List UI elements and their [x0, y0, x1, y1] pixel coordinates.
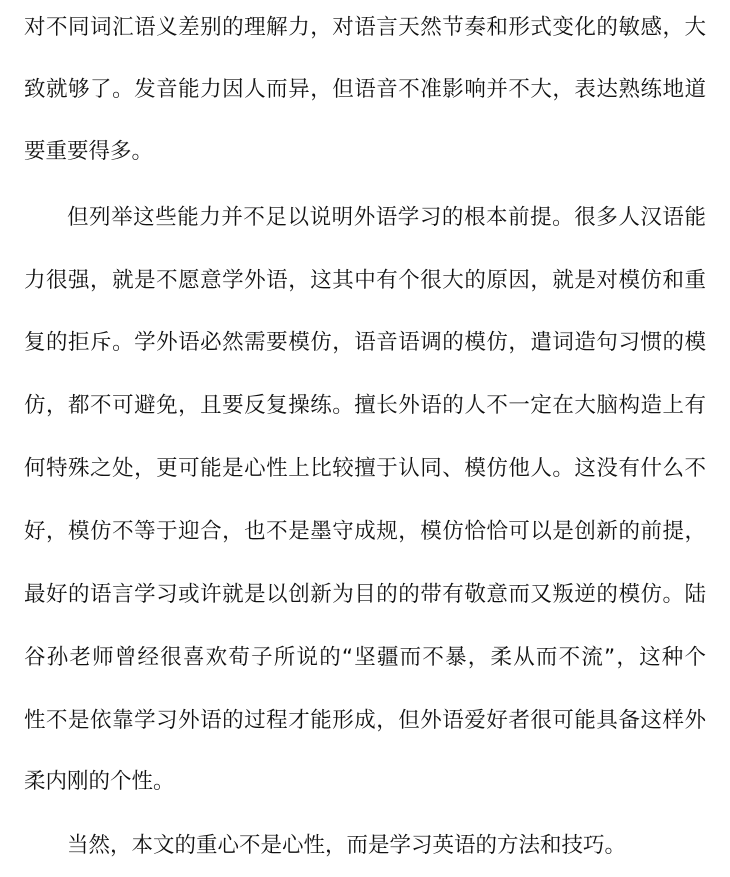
text-line: 何特殊之处，更可能是心性上比较擅于认同、模仿他人。这没有什么不 [24, 456, 706, 481]
text-line: 要重要得多。 [24, 139, 154, 164]
text-line: 性不是依靠学习外语的过程才能形成，但外语爱好者很可能具备这样外 [24, 708, 706, 733]
paragraph-first-line: 但列举这些能力并不足以说明外语学习的根本前提。很多人汉语能 [67, 205, 706, 230]
text-line: 最好的语言学习或许就是以创新为目的的带有敬意而又叛逆的模仿。陆 [24, 582, 706, 607]
text-line: 谷孙老师曾经很喜欢荀子所说的“坚疆而不暴，柔从而不流”，这种个 [24, 645, 706, 670]
text-line: 仿，都不可避免，且要反复操练。擅长外语的人不一定在大脑构造上有 [24, 393, 706, 418]
text-line: 致就够了。发音能力因人而异，但语音不准影响并不大，表达熟练地道 [24, 77, 706, 102]
text-line: 对不同词汇语义差别的理解力，对语言天然节奏和形式变化的敏感，大 [24, 15, 706, 40]
text-line: 复的拒斥。学外语必然需要模仿，语音语调的模仿，遣词造句习惯的模 [24, 330, 706, 355]
text-line: 柔内刚的个性。 [24, 769, 175, 794]
paragraph-first-line: 当然，本文的重心不是心性，而是学习英语的方法和技巧。 [67, 833, 627, 858]
text-line: 好，模仿不等于迎合，也不是墨守成规，模仿恰恰可以是创新的前提， [24, 519, 706, 544]
text-line: 力很强，就是不愿意学外语，这其中有个很大的原因，就是对模仿和重 [24, 268, 706, 293]
